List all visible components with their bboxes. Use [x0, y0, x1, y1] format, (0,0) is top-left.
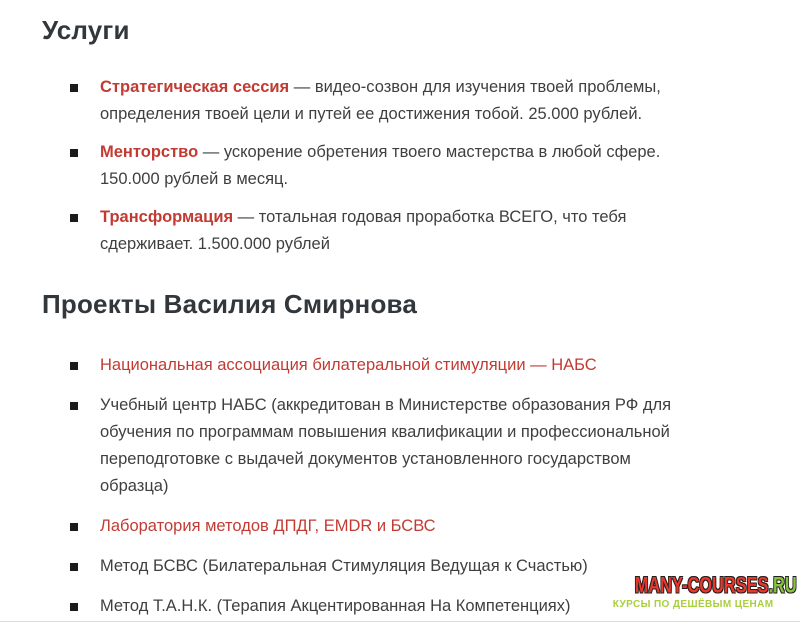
bottom-divider [0, 621, 800, 622]
logo-tagline: КУРСЫ ПО ДЕШЁВЫМ ЦЕНАМ [612, 599, 774, 610]
logo-brand-text: MANY-COURSES [634, 573, 769, 598]
bullet-square-icon [70, 149, 78, 157]
project-description: Метод БСВС (Билатеральная Стимуляция Ведущая к Счастью) [100, 557, 588, 575]
service-description: — ускорение обретения твоего мастерства в любой сфере. 150.000 рублей в месяц. [100, 143, 661, 188]
many-courses-watermark [589, 575, 797, 611]
link-nabs-association[interactable]: Национальная ассоциация билатеральной стимуляции — НАБС [100, 356, 597, 374]
service-description: — видео-созвон для изучения твоей проблемы, определения твоей цели и путей ее достижения тобой. 25.000 рублей. [100, 78, 661, 123]
section-title-projects: Проекты Василия Смирнова [42, 289, 418, 319]
bullet-square-icon [70, 603, 78, 611]
section-services [42, 14, 800, 258]
service-item-mentorship [70, 139, 800, 193]
project-text [100, 513, 436, 540]
project-text [100, 352, 597, 379]
many-courses-logo [635, 574, 797, 597]
service-link-transformation[interactable]: Трансформация [100, 208, 234, 226]
section-title-services: Услуги [42, 15, 130, 45]
bullet-square-icon [70, 214, 78, 222]
project-description: Метод Т.А.Н.К. (Терапия Акцентированная На Компетенциях) [100, 597, 571, 615]
services-list [42, 74, 800, 258]
logo-tld-text: .RU [768, 573, 797, 598]
project-item-emdr-lab [70, 513, 800, 540]
bullet-square-icon [70, 362, 78, 370]
service-description: — тотальная годовая проработка ВСЕГО, что тебя сдерживает. 1.500.000 рублей [100, 208, 627, 253]
link-emdr-lab[interactable]: Лаборатория методов ДПДГ, EMDR и БСВС [100, 517, 436, 535]
project-item-training-center [70, 392, 800, 500]
bullet-square-icon [70, 84, 78, 92]
bullet-square-icon [70, 563, 78, 571]
project-item-nabs-association [70, 352, 800, 379]
service-text [100, 139, 700, 193]
service-link-strategic-session[interactable]: Стратегическая сессия [100, 78, 290, 96]
bullet-square-icon [70, 523, 78, 531]
project-description: Учебный центр НАБС (аккредитован в Министерстве образования РФ для обучения по программам повышения квалификации и профессиональной переподготовке с выдачей документов установленного государством образца) [100, 396, 672, 495]
section-projects [42, 288, 800, 620]
service-text [100, 204, 700, 258]
service-item-strategic-session [70, 74, 800, 128]
bullet-square-icon [70, 402, 78, 410]
service-text [100, 74, 700, 128]
service-item-transformation [70, 204, 800, 258]
service-link-mentorship[interactable]: Менторство [100, 143, 199, 161]
